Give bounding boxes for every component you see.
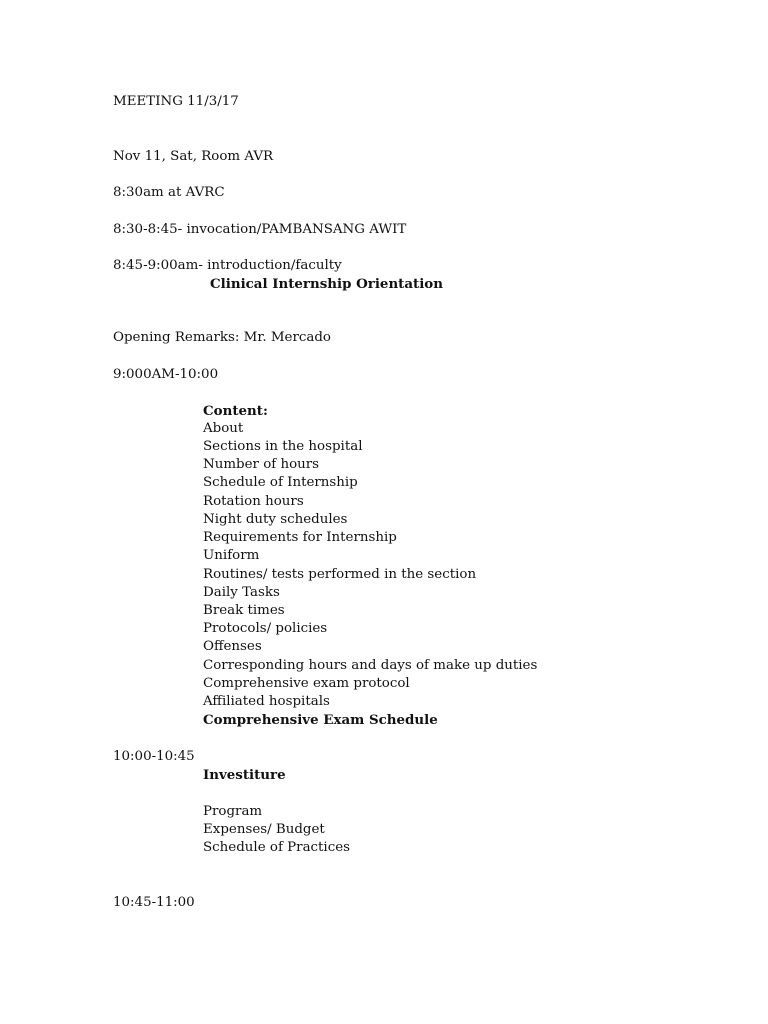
list-item: Break times [203,603,285,618]
session2-time: 10:00-10:45 [113,749,195,764]
invocation-line: 8:30-8:45- invocation/PAMBANSANG AWIT [113,222,407,237]
orientation-title: Clinical Internship Orientation [210,276,443,292]
list-item: Offenses [203,639,262,654]
introduction-line: 8:45-9:00am- introduction/faculty [113,258,342,273]
list-item: Sections in the hospital [203,439,363,454]
session3-time: 10:45-11:00 [113,895,195,910]
list-item: Program [203,804,263,819]
comprehensive-exam-schedule: Comprehensive Exam Schedule [203,712,438,728]
list-item: Schedule of Internship [203,475,358,490]
list-item: Corresponding hours and days of make up duties [203,658,538,673]
list-item: Daily Tasks [203,585,280,600]
time-place-line: 8:30am at AVRC [113,185,225,200]
list-item: Comprehensive exam protocol [203,676,410,691]
list-item: Expenses/ Budget [203,822,325,837]
meeting-title: MEETING 11/3/17 [113,94,239,109]
opening-remarks-line: Opening Remarks: Mr. Mercado [113,330,331,345]
list-item: Night duty schedules [203,512,348,527]
content-heading: Content: [203,403,268,419]
list-item: About [203,421,244,436]
list-item: Requirements for Internship [203,530,397,545]
list-item: Uniform [203,548,260,563]
session1-time: 9:000AM-10:00 [113,367,219,382]
date-place-line: Nov 11, Sat, Room AVR [113,149,274,164]
list-item: Affiliated hospitals [203,694,330,709]
list-item: Rotation hours [203,494,304,509]
list-item: Number of hours [203,457,320,472]
list-item: Schedule of Practices [203,840,351,855]
list-item: Routines/ tests performed in the section [203,567,477,582]
investiture-heading: Investiture [203,767,286,783]
list-item: Protocols/ policies [203,621,328,636]
